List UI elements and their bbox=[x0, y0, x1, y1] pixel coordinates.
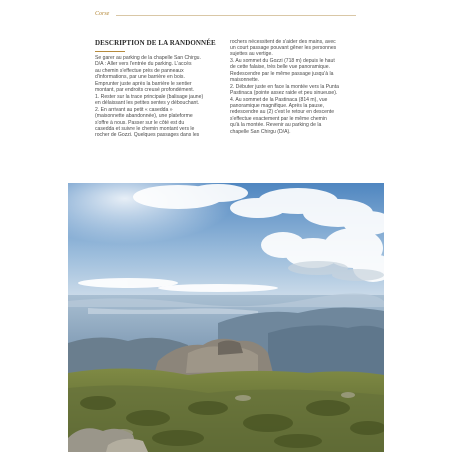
body-line: en délaissant les petites sentes y débouchant. bbox=[95, 100, 200, 107]
body-line: Se garer au parking de la chapelle San Chirgu. bbox=[95, 55, 201, 61]
header-rule bbox=[116, 15, 356, 16]
body-line: panoramique magnifique. Après la pause, bbox=[230, 103, 325, 110]
body-line: s'effectue exactement par le même chemin bbox=[230, 115, 327, 122]
running-header: Corse bbox=[95, 11, 110, 17]
text-column-left bbox=[95, 55, 222, 139]
title-underline bbox=[95, 51, 125, 52]
body-line: un court passage pouvant gêner les personnes bbox=[230, 44, 337, 51]
body-line: qu'à la montée. Revenir au parking de la bbox=[230, 122, 322, 129]
body-line: 4. Au sommet de la Pastinaca (814 m), vue bbox=[230, 96, 328, 103]
body-line: s'offre à nous. Passer sur le côté est du bbox=[95, 119, 185, 126]
body-line: Redescendre par le même passage jusqu'à la bbox=[230, 70, 334, 77]
body-line: 1. Rester sur la trace principale (balisage jaune) bbox=[95, 93, 204, 100]
body-line: 2. Débuter juste en face la montée vers la Punta bbox=[230, 83, 340, 90]
body-line: (maisonnette abandonnée), une plateforme bbox=[95, 113, 193, 120]
body-line: de cette falaise, très belle vue panoramique. bbox=[230, 64, 330, 71]
body-line: maisonnette. bbox=[230, 77, 260, 84]
body-line: sujettes au vertige. bbox=[230, 51, 273, 58]
body-line: rocher de Gozzi. Quelques passages dans les bbox=[95, 132, 200, 139]
body-line: D/A : Aller vers l'entrée du parking. L'accès bbox=[95, 61, 192, 68]
text-column-right bbox=[230, 39, 357, 136]
body-line: d'informations, par une barrière en bois. bbox=[95, 74, 185, 81]
landscape-photo bbox=[68, 183, 384, 452]
body-line: 2. En arrivant au petit « casedda » bbox=[95, 106, 173, 113]
body-line: chapelle San Chirgu (D/A). bbox=[230, 128, 291, 135]
section-title: DESCRIPTION DE LA RANDONNÉE bbox=[95, 39, 216, 47]
body-line: rochers nécessitent de s'aider des mains, avec bbox=[230, 38, 336, 45]
body-line: au chemin s'effectue près de panneaux bbox=[95, 67, 184, 74]
body-line: redescendre au (2) c'est le retour en descente bbox=[230, 109, 335, 116]
body-line: Emprunter juste après la barrière le sentier bbox=[95, 80, 192, 87]
body-line: Pastinaca (pointe assez raide et peu sinueuse). bbox=[230, 90, 338, 97]
body-line: montant, par endroits creusé profondément. bbox=[95, 87, 195, 94]
body-line: 3. Au sommet du Gozzi (718 m) depuis le haut bbox=[230, 57, 335, 64]
body-line: casedda et suivre le chemin montant vers le bbox=[95, 125, 195, 132]
